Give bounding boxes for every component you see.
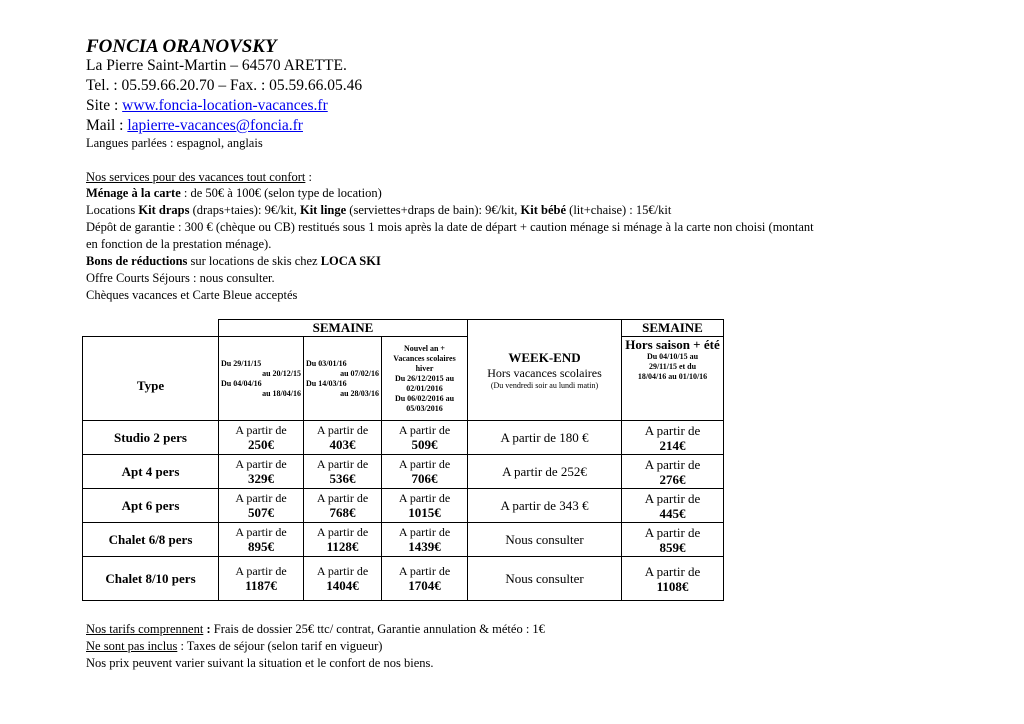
services-intro [86,169,312,185]
menage-line [86,185,382,201]
hors-saison-price [622,455,724,489]
price-cell [304,421,382,455]
period-3-line: Du 06/02/2016 au [394,393,455,403]
website-line [86,97,328,115]
price-cell [304,523,382,557]
hors-saison-price [622,523,724,557]
price-value: 509€ [411,437,438,452]
website-link[interactable]: www.foncia-location-vacances.fr [122,97,328,114]
price-value: 329€ [248,471,274,486]
kits-line [86,202,671,218]
from-label: A partir de [316,525,369,539]
hors-saison-price [622,557,724,601]
weekend-note: (Du vendredi soir au lundi matin) [490,381,599,390]
row-type: Studio 2 pers [83,421,219,455]
price-cell [382,455,468,489]
from-label: A partir de [316,564,369,578]
price-value: 1187€ [245,578,277,593]
phone-fax: Tel. : 05.59.66.20.70 – Fax. : 05.59.66.05.46 [86,77,363,94]
from-label: A partir de [235,491,287,505]
table-row [83,557,724,601]
from-label: A partir de [644,524,701,540]
kits-text-1: Locations [86,203,139,217]
table-row [83,489,724,523]
exclus-text: : Taxes de séjour (selon tarif en vigueur) [177,639,383,653]
menage-text: : de 50€ à 100€ (selon type de location) [180,186,382,200]
menage-label: Ménage à la carte [86,186,181,200]
from-label: A partir de [644,563,701,579]
price-value: 536€ [329,471,356,486]
row-type: Chalet 8/10 pers [83,557,219,601]
from-label: A partir de [644,456,701,472]
weekend-price: Nous consulter [468,523,622,557]
mail-label: Mail : [86,117,128,134]
price-cell [382,557,468,601]
bons-line [86,253,381,269]
from-label: A partir de [316,457,369,471]
weekend-price: A partir de 252€ [468,455,622,489]
languages: Langues parlées : espagnol, anglais [86,136,263,150]
price-value: 1704€ [408,578,441,593]
tarifs-label: Nos tarifs comprennent [86,622,204,636]
pricing-rows [83,421,724,601]
kits-text-3: (serviettes+draps de bain): 9€/kit, [346,203,521,217]
price-cell [382,421,468,455]
price-value: 1439€ [408,539,441,554]
period-1-line: au 20/12/15 [262,368,301,378]
tarifs-colon: : [203,622,211,636]
period-3-line: Nouvel an + [403,343,445,353]
period-2-line: Du 14/03/16 [306,378,347,388]
price-cell [219,421,304,455]
cheques-line: Chèques vacances et Carte Bleue acceptés [86,288,298,302]
address: La Pierre Saint-Martin – 64570 ARETTE. [86,57,347,74]
type-header: Type [83,337,219,421]
period-2-header [304,337,382,421]
from-label: A partir de [398,423,451,437]
price-value: 1015€ [408,505,441,520]
price-value: 1128€ [326,539,359,554]
price-value: 768€ [329,505,356,520]
price-value: 706€ [411,471,438,486]
price-value: 895€ [248,539,274,554]
hors-saison-price [622,421,724,455]
services-intro-label: Nos services pour des vacances tout confort [86,170,306,184]
depot-line-2: en fonction de la prestation ménage). [86,237,272,251]
kit-linge-label: Kit linge [299,203,347,217]
weekend-price: A partir de 180 € [468,421,622,455]
hors-saison-title: Hors saison + été [625,337,720,352]
price-value: 445€ [659,505,686,521]
weekend-title: WEEK-END [508,350,581,365]
period-2-line: au 28/03/16 [340,388,379,398]
table-corner [83,320,219,337]
from-label: A partir de [235,564,287,578]
price-cell [219,557,304,601]
period-3-line: 05/03/2016 [406,403,443,413]
price-cell [304,489,382,523]
period-1-line: Du 29/11/15 [221,358,262,368]
hors-saison-dates: 29/11/15 et du [648,362,697,371]
offre-line: Offre Courts Séjours : nous consulter. [86,271,275,285]
exclus-label: Ne sont pas inclus [86,639,178,653]
price-value: 403€ [329,437,356,452]
price-value: 859€ [659,539,686,555]
period-3-line: hiver [415,363,434,373]
email-link[interactable]: lapierre-vacances@foncia.fr [127,117,303,134]
price-cell [382,489,468,523]
pricing-table [82,319,724,601]
table-row [83,523,724,557]
mail-line [86,117,303,135]
prix-line: Nos prix peuvent varier suivant la situation et le confort de nos biens. [86,656,434,670]
depot-line-1: Dépôt de garantie : 300 € (chèque ou CB) restitués sous 1 mois après la date de départ + caution ménage si ménage à la carte non choisi (montant [86,220,814,234]
row-type: Apt 6 pers [83,489,219,523]
from-label: A partir de [644,490,701,506]
from-label: A partir de [398,564,451,578]
table-row [83,421,724,455]
semaine-header: SEMAINE [219,320,468,337]
kit-draps-label: Kit draps [138,203,190,217]
period-3-header [382,337,468,421]
from-label: A partir de [235,525,287,539]
from-label: A partir de [235,457,287,471]
from-label: A partir de [398,525,451,539]
tarifs-line [86,622,545,637]
price-value: 1404€ [326,578,359,593]
price-value: 214€ [659,437,686,453]
price-cell [304,557,382,601]
kits-text-4: (lit+chaise) : 15€/kit [566,203,672,217]
price-cell [219,523,304,557]
weekend-sub: Hors vacances scolaires [487,366,602,380]
period-3-line: 02/01/2016 [406,383,443,393]
hors-saison-dates: Du 04/10/15 au [646,352,699,361]
weekend-header [468,320,622,421]
semaine-header-2: SEMAINE [622,320,724,337]
table-row [83,455,724,489]
period-3-line: Du 26/12/2015 au [394,373,455,383]
hors-saison-dates: 18/04/16 au 01/10/16 [637,372,708,381]
hors-saison-header [622,337,724,421]
from-label: A partir de [644,422,701,438]
price-cell [219,455,304,489]
from-label: A partir de [316,423,369,437]
weekend-price: Nous consulter [468,557,622,601]
kit-bebe-label: Kit bébé [520,203,567,217]
site-label: Site : [86,97,123,114]
row-type: Chalet 6/8 pers [83,523,219,557]
period-1-header [219,337,304,421]
period-3-line: Vacances scolaires [393,353,456,363]
services-intro-suffix: : [305,170,312,184]
bons-text: sur locations de skis chez [187,254,321,268]
price-value: 250€ [248,437,274,452]
row-type: Apt 4 pers [83,455,219,489]
period-1-line: au 18/04/16 [262,388,301,398]
period-2-line: Du 03/01/16 [306,358,347,368]
kits-text-2: (draps+taies): 9€/kit, [189,203,300,217]
exclus-line [86,639,382,654]
from-label: A partir de [398,491,451,505]
price-value: 276€ [659,471,686,487]
from-label: A partir de [316,491,369,505]
price-value: 1108€ [656,578,689,594]
period-2-line: au 07/02/16 [340,368,379,378]
price-cell [219,489,304,523]
price-value: 507€ [248,505,274,520]
price-cell [382,523,468,557]
from-label: A partir de [235,423,287,437]
tarifs-text: Frais de dossier 25€ ttc/ contrat, Garantie annulation & météo : 1€ [210,622,545,636]
agency-title: FONCIA ORANOVSKY [86,36,277,57]
period-1-line: Du 04/04/16 [221,378,262,388]
weekend-price: A partir de 343 € [468,489,622,523]
hors-saison-price [622,489,724,523]
loca-ski-label: LOCA SKI [320,254,381,268]
from-label: A partir de [398,457,451,471]
bons-label: Bons de réductions [86,254,188,268]
price-cell [304,455,382,489]
